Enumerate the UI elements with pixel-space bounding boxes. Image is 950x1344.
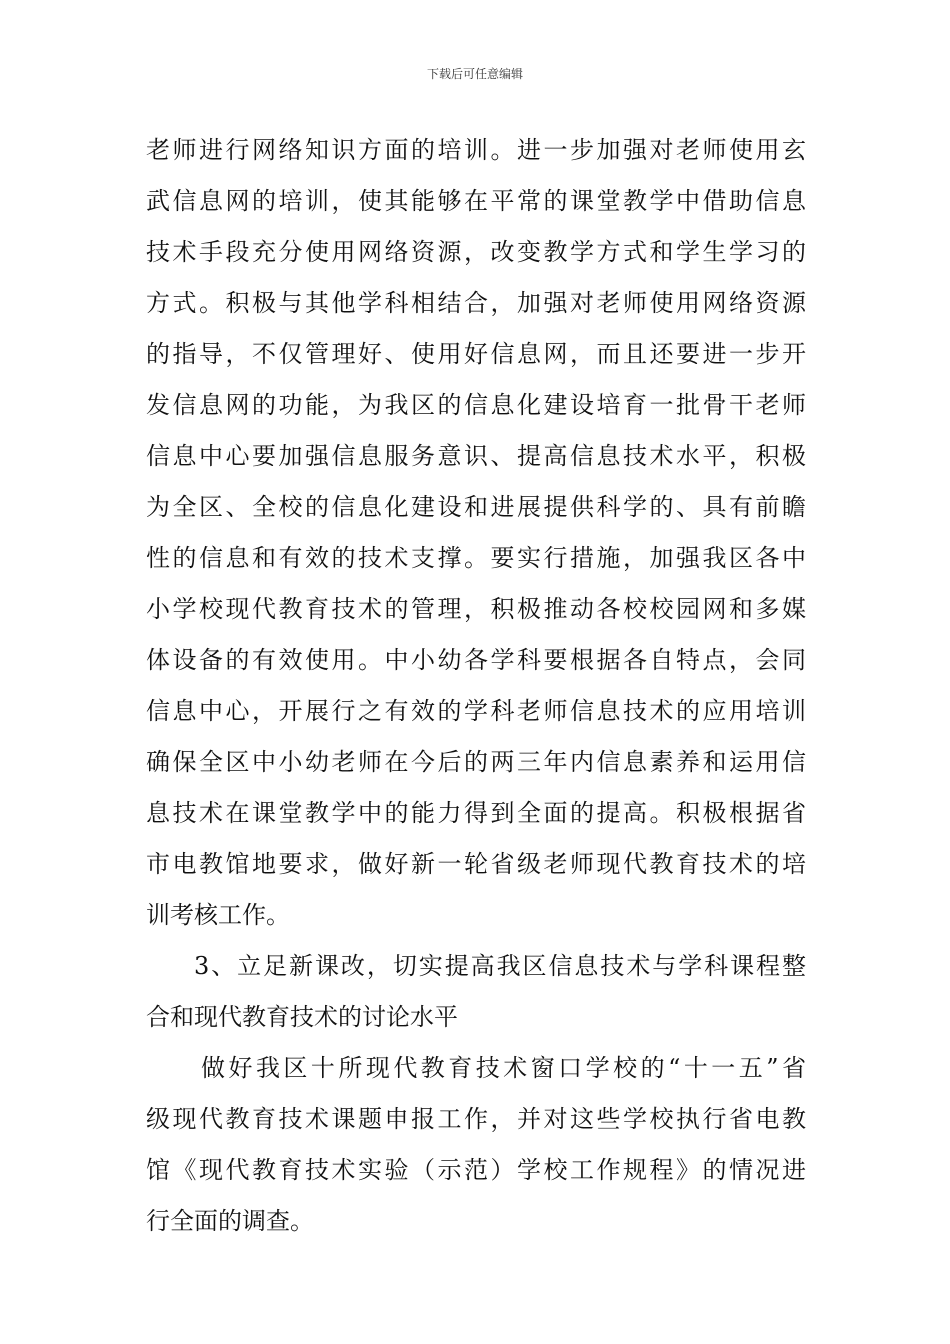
- body-line: 老师进行网络知识方面的培训。进一步加强对老师使用玄: [146, 136, 806, 164]
- body-line: 行全面的调查。: [146, 1207, 314, 1235]
- section-heading-line: 合和现代教育技术的讨论水平: [146, 1003, 458, 1031]
- body-line: 馆《现代教育技术实验（示范）学校工作规程》的情况进: [146, 1156, 806, 1184]
- body-line: 信息中心，开展行之有效的学科老师信息技术的应用培训: [146, 697, 806, 725]
- body-line: 级现代教育技术课题申报工作，并对这些学校执行省电教: [146, 1105, 806, 1133]
- body-line: 武信息网的培训，使其能够在平常的课堂教学中借助信息: [146, 187, 806, 215]
- section-heading-line: 3、立足新课改，切实提高我区信息技术与学科课程整: [194, 952, 806, 980]
- body-line: 市电教馆地要求，做好新一轮省级老师现代教育技术的培: [146, 850, 806, 878]
- page-header: 下载后可任意编辑: [426, 67, 523, 81]
- body-line: 体设备的有效使用。中小幼各学科要根据各自特点，会同: [146, 646, 806, 674]
- body-line: 做好我区十所现代教育技术窗口学校的“十一五”省: [201, 1054, 806, 1082]
- body-line: 为全区、全校的信息化建设和进展提供科学的、具有前瞻: [146, 493, 806, 521]
- body-line: 息技术在课堂教学中的能力得到全面的提高。积极根据省: [146, 799, 806, 827]
- body-line: 发信息网的功能，为我区的信息化建设培育一批骨干老师: [146, 391, 806, 419]
- body-line: 小学校现代教育技术的管理，积极推动各校校园网和多媒: [146, 595, 806, 623]
- body-line: 技术手段充分使用网络资源，改变教学方式和学生学习的: [146, 238, 806, 266]
- document-body: [146, 125, 806, 1247]
- body-line: 信息中心要加强信息服务意识、提高信息技术水平，积极: [146, 442, 806, 470]
- body-line: 的指导，不仅管理好、使用好信息网，而且还要进一步开: [146, 340, 806, 368]
- body-line: 确保全区中小幼老师在今后的两三年内信息素养和运用信: [146, 748, 806, 776]
- body-line: 方式。积极与其他学科相结合，加强对老师使用网络资源: [146, 289, 806, 317]
- body-line: 性的信息和有效的技术支撑。要实行措施，加强我区各中: [146, 544, 806, 572]
- body-line: 训考核工作。: [146, 901, 290, 929]
